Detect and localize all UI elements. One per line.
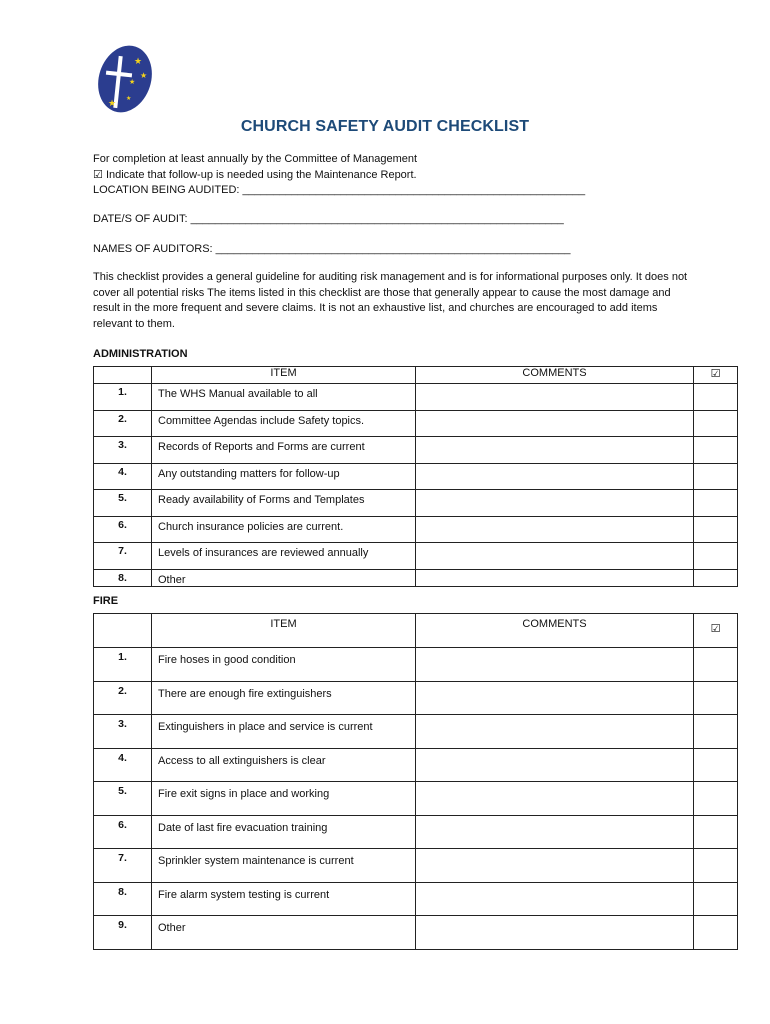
item-cell xyxy=(152,682,416,715)
item-text: Levels of insurances are reviewed annually xyxy=(158,547,369,559)
followup-checkbox-cell[interactable] xyxy=(694,437,738,464)
row-number xyxy=(94,749,152,782)
comments-cell[interactable] xyxy=(416,715,694,749)
administration-header-row xyxy=(94,367,738,384)
num-header-cell xyxy=(94,614,152,648)
checkbox-icon: ☑ xyxy=(93,169,103,181)
row-number xyxy=(94,648,152,682)
item-text: Any outstanding matters for follow-up xyxy=(158,468,340,480)
administration-heading: ADMINISTRATION xyxy=(93,348,188,360)
item-cell xyxy=(152,517,416,543)
row-number xyxy=(94,715,152,749)
followup-checkbox-cell[interactable] xyxy=(694,782,738,816)
comments-cell[interactable] xyxy=(416,749,694,782)
table-row xyxy=(94,411,738,437)
table-row xyxy=(94,916,738,950)
table-row xyxy=(94,384,738,411)
row-number xyxy=(94,570,152,587)
followup-checkbox-cell[interactable] xyxy=(694,517,738,543)
followup-checkbox-cell[interactable] xyxy=(694,849,738,883)
item-cell xyxy=(152,490,416,517)
row-number-text: 4. xyxy=(118,466,127,478)
fire-table xyxy=(93,613,738,950)
table-row xyxy=(94,464,738,490)
item-text: Fire hoses in good condition xyxy=(158,654,296,666)
item-cell xyxy=(152,411,416,437)
audit-dates-field[interactable]: DATE/S OF AUDIT: _____________________________________________________________ xyxy=(93,213,564,225)
table-row xyxy=(94,570,738,587)
item-cell xyxy=(152,816,416,849)
followup-checkbox-cell[interactable] xyxy=(694,816,738,849)
row-number-text: 3. xyxy=(118,439,127,451)
row-number-text: 8. xyxy=(118,572,127,584)
followup-checkbox-cell[interactable] xyxy=(694,570,738,587)
fire-heading: FIRE xyxy=(93,595,119,607)
item-cell xyxy=(152,749,416,782)
row-number-text: 5. xyxy=(118,785,127,797)
item-text: The WHS Manual available to all xyxy=(158,388,318,400)
comments-cell[interactable] xyxy=(416,517,694,543)
item-text: Access to all extinguishers is clear xyxy=(158,755,326,767)
comments-header: COMMENTS xyxy=(416,614,694,648)
followup-text: Indicate that follow-up is needed using the Maintenance Report. xyxy=(105,169,417,181)
row-number-text: 1. xyxy=(118,386,127,398)
comments-cell[interactable] xyxy=(416,543,694,570)
item-text: Ready availability of Forms and Templates xyxy=(158,494,365,506)
item-cell xyxy=(152,437,416,464)
check-header-icon: ☑ xyxy=(694,614,738,648)
completion-note: For completion at least annually by the Committee of Management xyxy=(93,153,418,165)
row-number-text: 3. xyxy=(118,718,127,730)
administration-table xyxy=(93,366,738,587)
row-number-text: 4. xyxy=(118,752,127,764)
item-text: Sprinkler system maintenance is current xyxy=(158,855,354,867)
svg-text:★: ★ xyxy=(129,78,136,86)
church-logo xyxy=(96,44,154,114)
row-number xyxy=(94,517,152,543)
row-number-text: 7. xyxy=(118,545,127,557)
followup-checkbox-cell[interactable] xyxy=(694,916,738,950)
item-cell xyxy=(152,648,416,682)
item-cell xyxy=(152,715,416,749)
table-row xyxy=(94,517,738,543)
followup-checkbox-cell[interactable] xyxy=(694,464,738,490)
item-header: ITEM xyxy=(152,367,416,384)
table-row xyxy=(94,749,738,782)
row-number-text: 2. xyxy=(118,685,127,697)
row-number xyxy=(94,490,152,517)
table-row xyxy=(94,883,738,916)
auditors-field[interactable]: NAMES OF AUDITORS: __________________________________________________________ xyxy=(93,243,571,255)
page-title: CHURCH SAFETY AUDIT CHECKLIST xyxy=(240,118,530,135)
table-row xyxy=(94,782,738,816)
row-number xyxy=(94,384,152,411)
svg-text:★: ★ xyxy=(134,57,143,67)
followup-checkbox-cell[interactable] xyxy=(694,682,738,715)
comments-cell[interactable] xyxy=(416,411,694,437)
followup-checkbox-cell[interactable] xyxy=(694,749,738,782)
followup-checkbox-cell[interactable] xyxy=(694,715,738,749)
table-row xyxy=(94,849,738,883)
row-number xyxy=(94,437,152,464)
row-number-text: 2. xyxy=(118,413,127,425)
row-number-text: 8. xyxy=(118,886,127,898)
comments-cell[interactable] xyxy=(416,849,694,883)
row-number xyxy=(94,464,152,490)
item-text: Other xyxy=(158,922,186,934)
item-cell xyxy=(152,570,416,587)
followup-checkbox-cell[interactable] xyxy=(694,411,738,437)
table-row xyxy=(94,543,738,570)
followup-note xyxy=(93,168,417,181)
comments-cell[interactable] xyxy=(416,464,694,490)
comments-cell[interactable] xyxy=(416,490,694,517)
comments-cell[interactable] xyxy=(416,570,694,587)
item-text: Records of Reports and Forms are current xyxy=(158,441,365,453)
row-number-text: 5. xyxy=(118,492,127,504)
item-text: Church insurance policies are current. xyxy=(158,521,344,533)
item-cell xyxy=(152,849,416,883)
row-number-text: 1. xyxy=(118,651,127,663)
item-cell xyxy=(152,543,416,570)
item-text: Fire exit signs in place and working xyxy=(158,788,330,800)
comments-header: COMMENTS xyxy=(416,367,694,384)
item-header: ITEM xyxy=(152,614,416,648)
item-cell xyxy=(152,782,416,816)
comments-cell[interactable] xyxy=(416,916,694,950)
num-header-cell xyxy=(94,367,152,384)
item-text: Other xyxy=(158,574,186,586)
comments-cell[interactable] xyxy=(416,648,694,682)
row-number-text: 9. xyxy=(118,919,127,931)
comments-cell[interactable] xyxy=(416,816,694,849)
row-number xyxy=(94,682,152,715)
comments-cell[interactable] xyxy=(416,384,694,411)
row-number xyxy=(94,411,152,437)
item-text: Date of last fire evacuation training xyxy=(158,822,328,834)
comments-cell[interactable] xyxy=(416,682,694,715)
item-cell xyxy=(152,384,416,411)
row-number-text: 6. xyxy=(118,519,127,531)
followup-checkbox-cell[interactable] xyxy=(694,883,738,916)
comments-cell[interactable] xyxy=(416,782,694,816)
item-cell xyxy=(152,916,416,950)
row-number-text: 6. xyxy=(118,819,127,831)
row-number xyxy=(94,782,152,816)
fire-header-row xyxy=(94,614,738,648)
row-number-text: 7. xyxy=(118,852,127,864)
row-number xyxy=(94,916,152,950)
comments-cell[interactable] xyxy=(416,437,694,464)
table-row xyxy=(94,648,738,682)
svg-text:★: ★ xyxy=(140,71,148,80)
item-text: There are enough fire extinguishers xyxy=(158,688,332,700)
row-number xyxy=(94,543,152,570)
location-field[interactable]: LOCATION BEING AUDITED: ________________________________________________________ xyxy=(93,184,586,196)
item-cell xyxy=(152,464,416,490)
svg-text:★: ★ xyxy=(126,95,132,102)
followup-checkbox-cell[interactable] xyxy=(694,490,738,517)
table-row xyxy=(94,816,738,849)
row-number xyxy=(94,883,152,916)
table-row xyxy=(94,715,738,749)
svg-text:★: ★ xyxy=(108,99,117,109)
comments-cell[interactable] xyxy=(416,883,694,916)
item-text: Fire alarm system testing is current xyxy=(158,889,330,901)
followup-checkbox-cell[interactable] xyxy=(694,648,738,682)
item-text: Committee Agendas include Safety topics. xyxy=(158,415,365,427)
followup-checkbox-cell[interactable] xyxy=(694,384,738,411)
item-text: Extinguishers in place and service is current xyxy=(158,721,373,733)
row-number xyxy=(94,849,152,883)
followup-checkbox-cell[interactable] xyxy=(694,543,738,570)
table-row xyxy=(94,437,738,464)
table-row xyxy=(94,682,738,715)
row-number xyxy=(94,816,152,849)
check-header-icon: ☑ xyxy=(694,367,738,384)
intro-paragraph: This checklist provides a general guideline for auditing risk management and is for informational purposes only. It does not cover all potential risks The items listed in this checklist are those that generally appear to cause the most damage and result in the more frequent and severe claims. It is not an exhaustive list, and churches are encouraged to add items relevant to them. xyxy=(93,271,688,330)
table-row xyxy=(94,490,738,517)
item-cell xyxy=(152,883,416,916)
